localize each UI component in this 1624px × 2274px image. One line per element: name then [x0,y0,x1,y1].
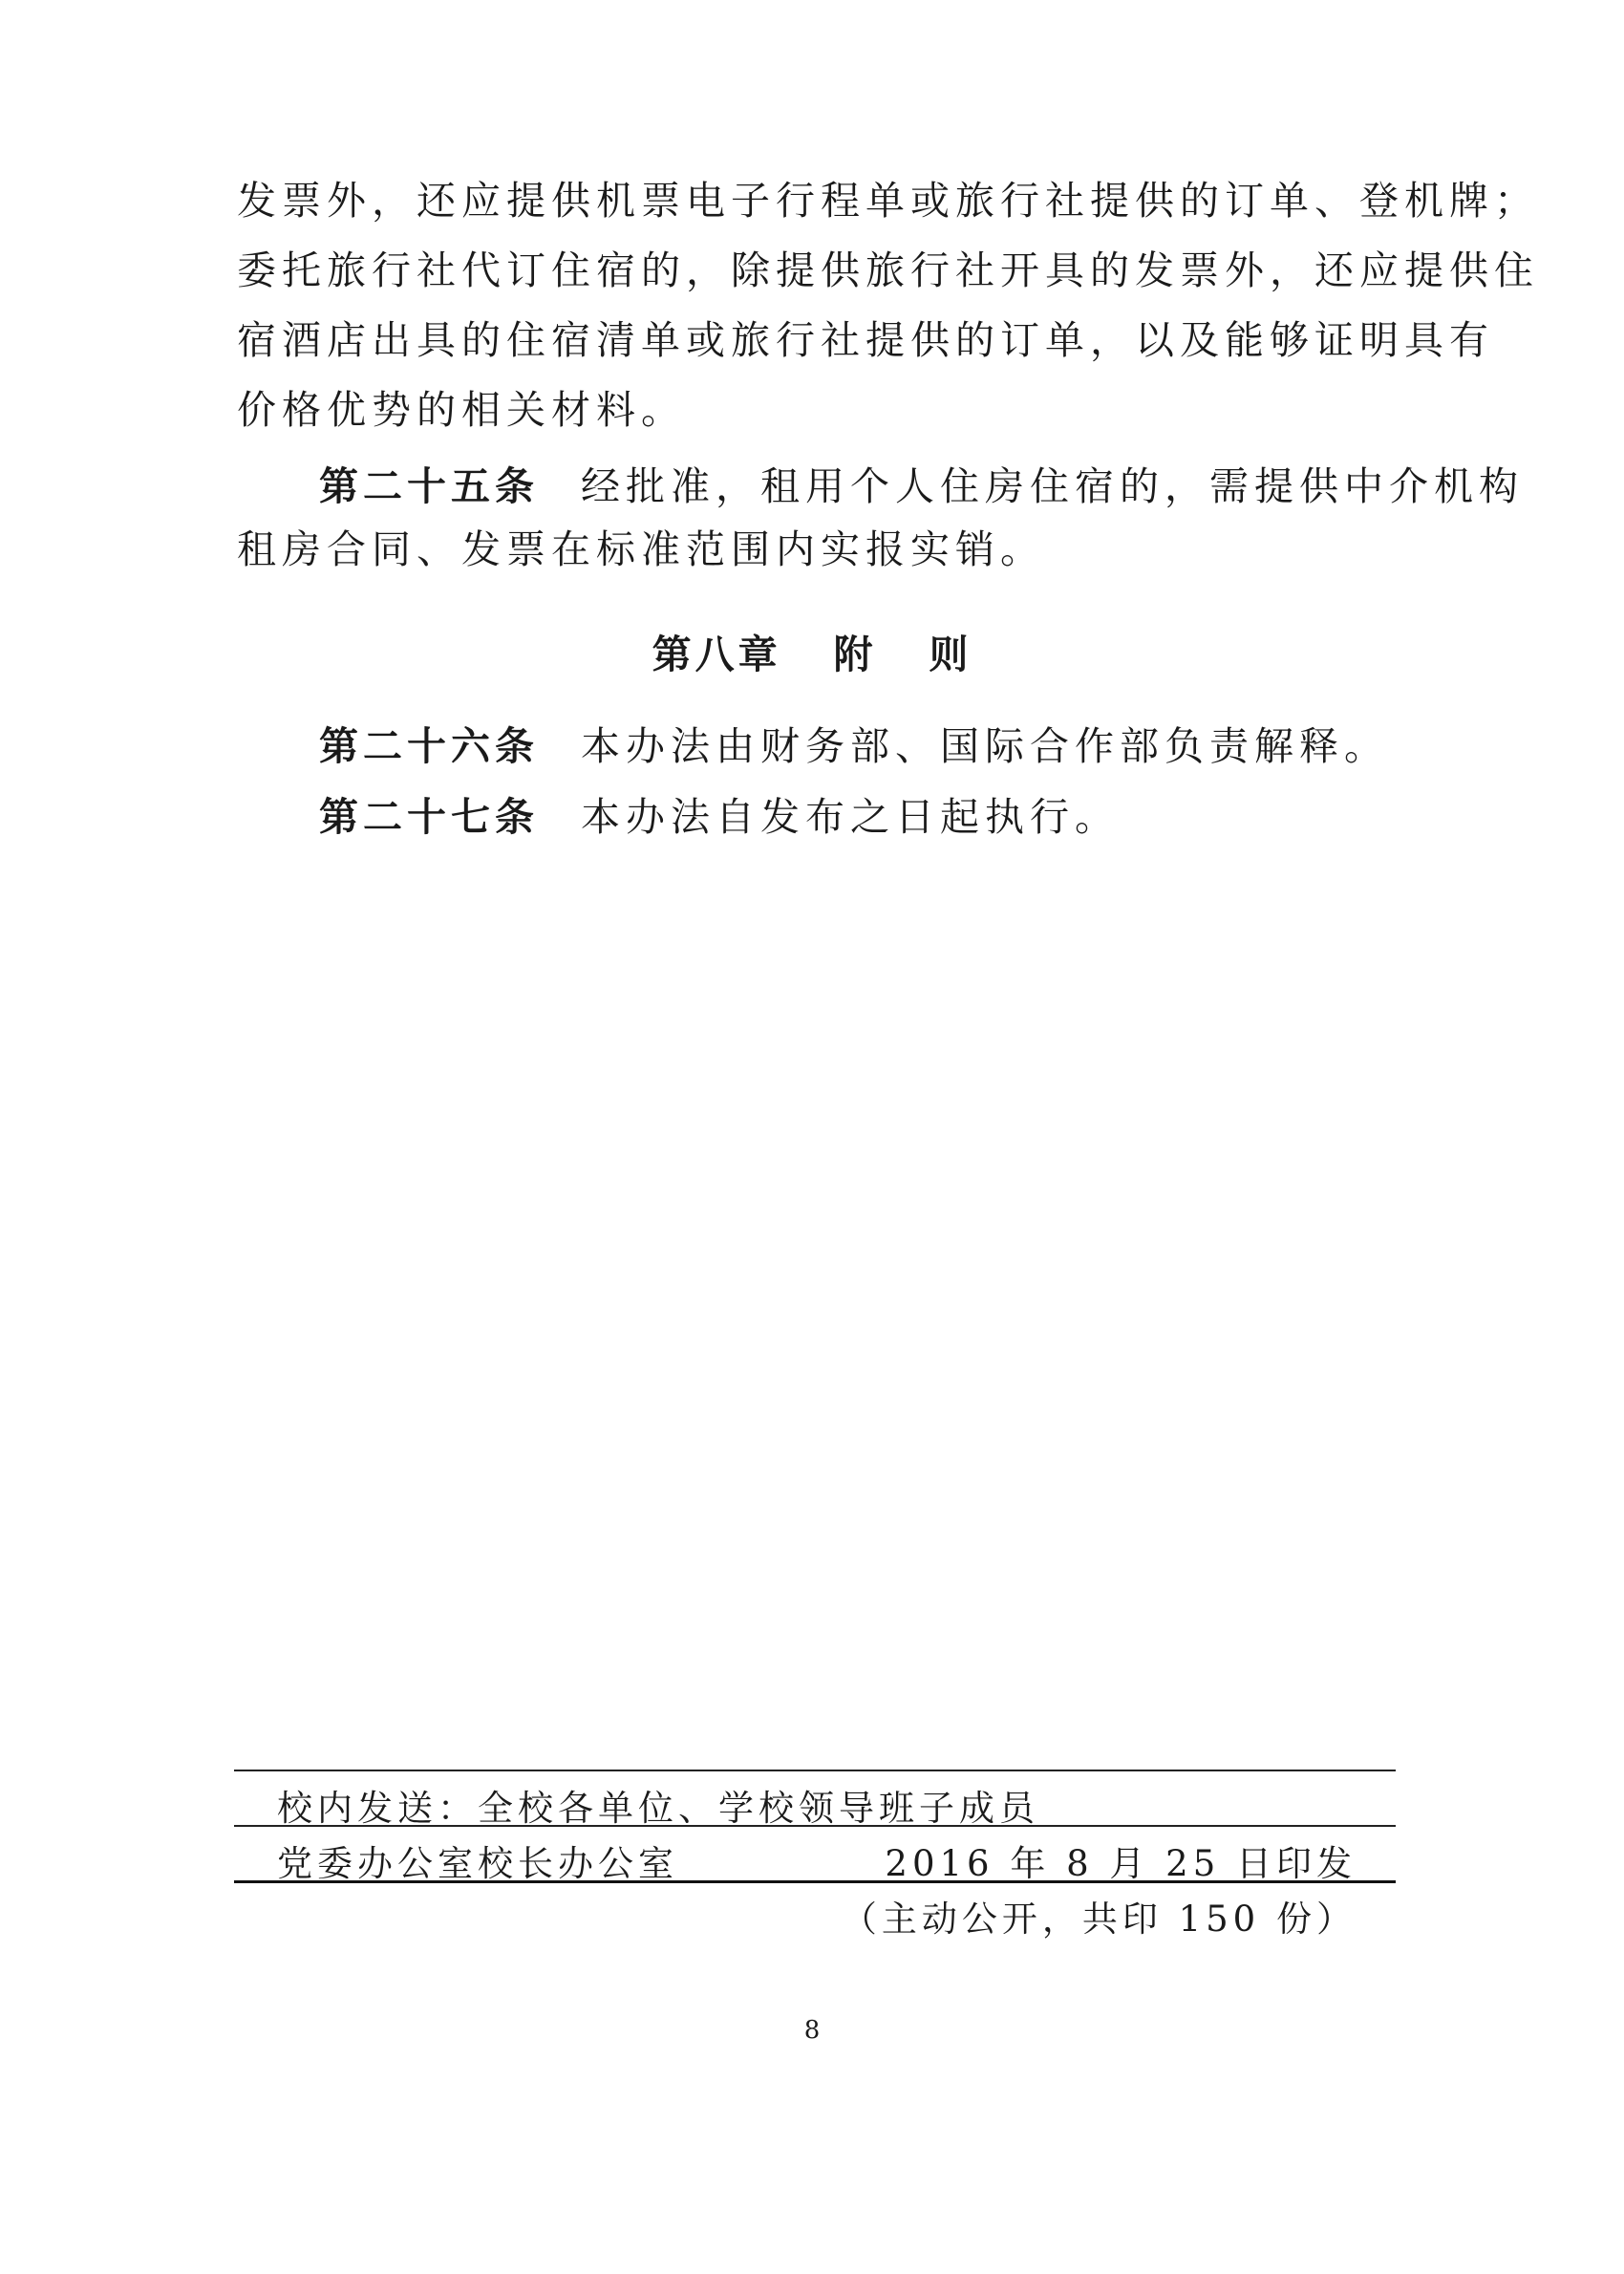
article-26-line [237,715,1393,771]
article-26-text: 本办法由财务部、国际合作部负责解释。 [581,723,1389,769]
article-25-line-2: 租房合同、发票在标准范围内实报实销。 [237,526,1045,572]
footer-note: （主动公开，共印 150 份） [841,1899,1357,1940]
paragraph-continuation-line-3: 宿酒店出具的住宿清单或旅行社提供的订单，以及能够证明具有 [237,317,1494,363]
article-25-line-1 [237,455,1524,511]
paragraph-continuation-line-1: 发票外，还应提供机票电子行程单或旅行社提供的订单、登机牌； [237,178,1539,224]
article-25-heading: 第二十五条 [319,463,539,509]
page-number: 8 [803,2016,821,2045]
article-27-line [237,785,1393,842]
article-27-text: 本办法自发布之日起执行。 [581,794,1120,840]
article-27-heading: 第二十七条 [319,794,539,840]
footer-rule-bottom [234,1880,1396,1883]
paragraph-continuation-line-2: 委托旅行社代订住宿的，除提供旅行社开具的发票外，还应提供住 [237,247,1539,293]
footer-rule-middle [234,1825,1396,1827]
footer-distribution: 校内发送：全校各单位、学校领导班子成员 [277,1788,1039,1829]
article-26-heading: 第二十六条 [319,723,539,769]
article-25-text: 经批准，租用个人住房住宿的，需提供中介机构 [581,463,1524,509]
footer-issuer: 党委办公室校长办公室 [277,1843,678,1884]
footer-rule-top [234,1770,1396,1771]
footer-issue-date: 2016 年 8 月 25 日印发 [885,1843,1357,1884]
chapter-title: 第八章 附 则 [652,632,972,677]
paragraph-continuation-line-4: 价格优势的相关材料。 [237,387,686,433]
